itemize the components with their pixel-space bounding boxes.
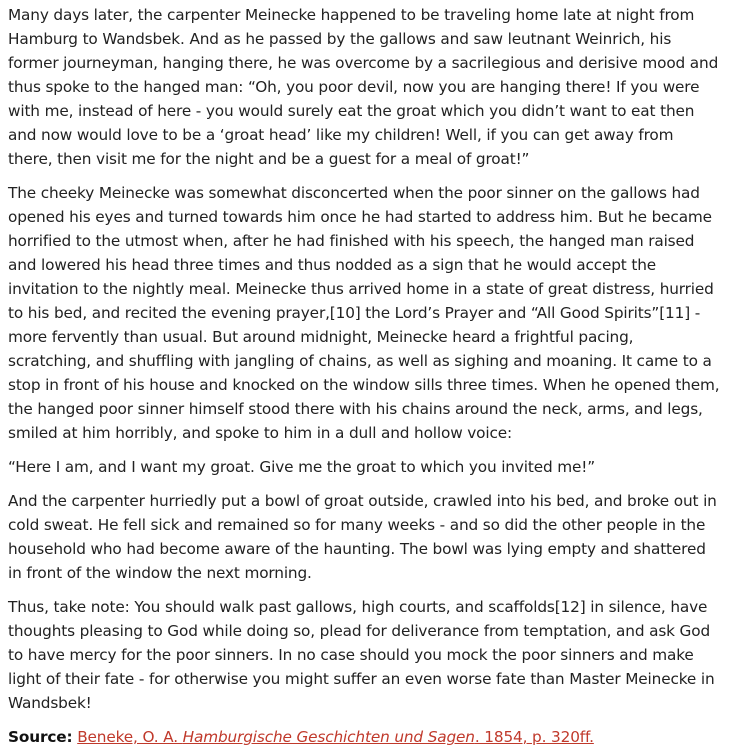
paragraph-2: The cheeky Meinecke was somewhat disconcerted when the poor sinner on the gallows had opened his eyes and turned towards him once he had started to address him. But he became horrified to the utmost when, after he had finished with his speech, the hanged man raised and lowered his head three times and thus nodded as a sign that he would accept the invitation to the nightly meal. Meinecke thus arrived home in a state of great distress, hurried to his bed, and recited the evening prayer,[10] the Lord’s Prayer and “All Good Spirits”[11] - more fervently than usual. But around midnight, Meinecke heard a frightful pacing, scratching, and shuffling with jangling of chains, as well as sighing and moaning. It came to a stop in front of his house and knocked on the window sills three times. When he opened them, the hanged poor sinner himself stood there with his chains around the neck, arms, and legs, smiled at him horribly, and spoke to him in a dull and hollow voice: (8, 184, 720, 442)
source-link-details: . 1854, p. 320ff. (474, 728, 594, 746)
paragraph-5: Thus, take note: You should walk past gallows, high courts, and scaffolds[12] in silence, have thoughts pleasing to God while doing so, plead for deliverance from temptation, and ask God to have mercy for the poor sinners. In no case should you mock the poor sinners and make light of their fate - for otherwise you might suffer an even worse fate than Master Meinecke in Wandsbek! (8, 598, 715, 712)
source-link-title: Hamburgische Geschichten und Sagen (182, 728, 475, 746)
source-link[interactable] (77, 728, 594, 746)
source-citation (8, 725, 721, 749)
paragraph-3-quote: “Here I am, and I want my groat. Give me the groat to which you invited me!” (8, 458, 595, 476)
source-label: Source: (8, 728, 73, 746)
paragraph-4: And the carpenter hurriedly put a bowl of groat outside, crawled into his bed, and broke out in cold sweat. He fell sick and remained so for many weeks - and so did the other people in the household who had become aware of the haunting. The bowl was lying empty and shattered in front of the window the next morning. (8, 492, 717, 582)
source-link-author: Beneke, O. A. (77, 728, 183, 746)
paragraph-1: Many days later, the carpenter Meinecke happened to be traveling home late at night from Hamburg to Wandsbek. And as he passed by the gallows and saw leutnant Weinrich, his former journeyman, hanging there, he was overcome by a sacrilegious and derisive mood and thus spoke to the hanged man: “Oh, you poor devil, now you are hanging there! If you were with me, instead of here - you would surely eat the groat which you didn’t want to eat then and now would love to be a ‘groat head’ like my children! Well, if you can get away from there, then visit me for the night and be a guest for a meal of groat!” (8, 6, 719, 168)
